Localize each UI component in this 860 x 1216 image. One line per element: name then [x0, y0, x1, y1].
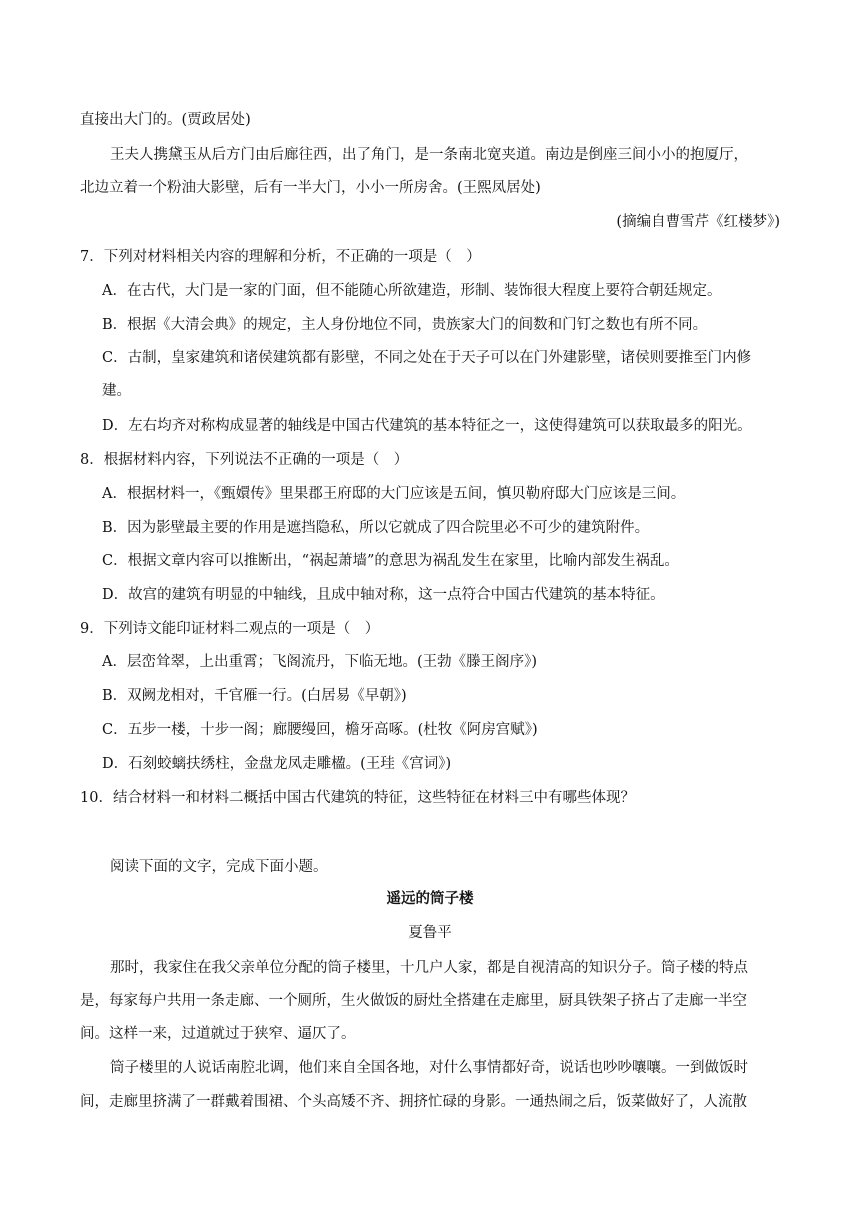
material3-line: 直接出大门的。(贾政居处) — [80, 112, 251, 128]
question-7-option-c: C．古制，皇家建筑和诸侯建筑都有影壁，不同之处在于天子可以在门外建影壁，诸侯则要推至门内修 — [102, 350, 752, 366]
question-8-option-b: B．因为影壁最主要的作用是遮挡隐私，所以它就成了四合院里必不可少的建筑附件。 — [102, 520, 650, 536]
article-author: 夏鲁平 — [408, 925, 452, 941]
material3-source: (摘编自曹雪芹《红楼梦》) — [616, 214, 780, 230]
question-7-option-b: B．根据《大清会典》的规定，主人身份地位不同，贵族家大门的间数和门钉之数也有所不同。 — [102, 317, 708, 333]
question-7-option-a: A．在古代，大门是一家的门面，但不能随心所欲建造，形制、装饰很大程度上要符合朝廷规定。 — [102, 283, 722, 299]
article-paragraph-line: 是，每家每户共用一条走廊、一个厕所，生火做饭的厨灶全搭建在走廊里，厨具铁架子挤占了走廊一半空 — [80, 993, 747, 1009]
reading-instruction: 阅读下面的文字，完成下面小题。 — [110, 859, 328, 875]
question-9-option-a: A．层峦耸翠，上出重霄；飞阁流丹，下临无地。(王勃《滕王阁序》) — [102, 654, 538, 670]
article-paragraph-line: 那时，我家住在我父亲单位分配的筒子楼里，十几户人家，都是自视清高的知识分子。筒子楼的特点 — [110, 960, 748, 976]
question-7-option-c-cont: 建。 — [102, 383, 131, 399]
question-9-stem: 9．下列诗文能印证材料二观点的一项是（ ） — [80, 621, 380, 637]
question-7-stem: 7．下列对材料相关内容的理解和分析，不正确的一项是（ ） — [80, 249, 481, 265]
question-8-option-c: C．根据文章内容可以推断出，“祸起萧墙”的意思为祸乱发生在家里，比喻内部发生祸乱。 — [102, 553, 679, 569]
question-9-option-c: C．五步一楼，十步一阁；廊腰缦回，檐牙高啄。(杜牧《阿房宫赋》) — [102, 722, 538, 738]
question-9-option-d: D．石刻蛟螭扶绣柱，金盘龙凤走雕楹。(王珪《宫词》) — [102, 756, 452, 772]
question-9-option-b: B．双阙龙相对，千官雁一行。(白居易《早朝》) — [102, 688, 407, 704]
question-8-option-a: A．根据材料一，《甄嬛传》里果郡王府邸的大门应该是五间，慎贝勒府邸大门应该是三间。 — [102, 486, 686, 502]
material3-line: 王夫人携黛玉从后方门由后廊往西，出了角门，是一条南北宽夹道。南边是倒座三间小小的抱厦厅， — [110, 147, 748, 163]
article-title: 遥远的筒子楼 — [386, 890, 474, 907]
material3-line: 北边立着一个粉油大影壁，后有一半大门，小小一所房舍。(王熙凤居处) — [80, 180, 541, 196]
question-8-stem: 8．根据材料内容，下列说法不正确的一项是（ ） — [80, 452, 409, 468]
article-paragraph-line: 筒子楼里的人说话南腔北调，他们来自全国各地，对什么事情都好奇，说话也吵吵嚷嚷。一到做饭时 — [110, 1060, 748, 1076]
article-paragraph-line: 间，走廊里挤满了一群戴着围裙、个头高矮不齐、拥挤忙碌的身影。一通热闹之后，饭菜做好了，人流散 — [80, 1094, 747, 1110]
article-paragraph-line: 间。这样一来，过道就过于狭窄、逼仄了。 — [80, 1026, 356, 1042]
question-7-option-d: D．左右均齐对称构成显著的轴线是中国古代建筑的基本特征之一，这使得建筑可以获取最多的阳光。 — [102, 418, 752, 434]
question-10-stem: 10．结合材料一和材料二概括中国古代建筑的特征，这些特征在材料三中有哪些体现？ — [80, 790, 635, 806]
question-8-option-d: D．故宫的建筑有明显的中轴线，且成中轴对称，这一点符合中国古代建筑的基本特征。 — [102, 587, 665, 603]
